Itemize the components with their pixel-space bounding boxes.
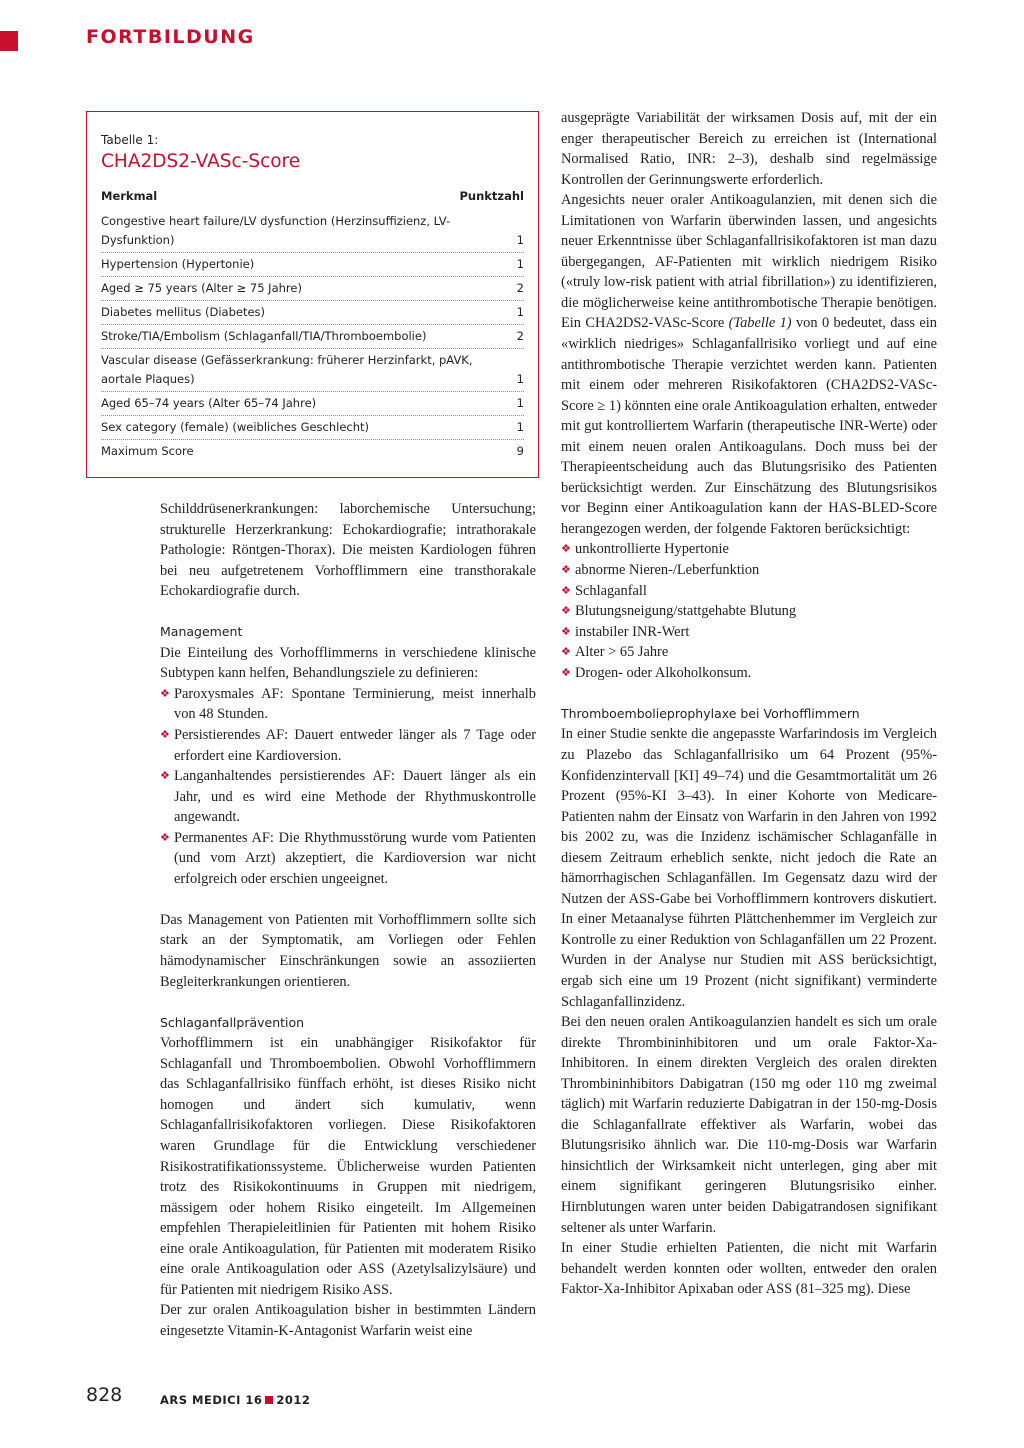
management-item-text: Langanhaltendes persistierendes AF: Dauert länger als ein Jahr, und es wird eine Methode der Rhythmuskontrolle angewandt. (174, 768, 536, 826)
bullet-diamond-icon: ❖ (160, 770, 170, 783)
journal-footer (160, 1393, 310, 1407)
hasbled-item (561, 622, 937, 643)
hasbled-item (561, 642, 937, 663)
row-criterion: Maximum Score (101, 444, 194, 458)
row-criterion: Stroke/TIA/Embolism (Schlaganfall/TIA/Thromboembolie) (101, 329, 427, 343)
row-points: 9 (516, 444, 524, 458)
hasbled-item-text: instabiler INR-Wert (575, 623, 690, 640)
table-row (101, 439, 524, 463)
management-item-text: Persistierendes AF: Dauert entweder länger als 7 Tage oder erfordert eine Kardioversion. (174, 727, 536, 764)
management-paragraph-2: Das Management von Patienten mit Vorhofflimmern sollte sich stark an der Symptomatik, am Vorliegen oder Fehlen hämodynamischer Einschränkungen sowie an assoziierten Begleiterkrankungen orientieren. (160, 911, 536, 990)
table-row (101, 348, 524, 391)
hasbled-item-text: Blutungsneigung/stattgehabte Blutung (575, 603, 797, 620)
table-row (101, 300, 524, 324)
management-item-text: Paroxysmales AF: Spontane Terminierung, meist innerhalb von 48 Stunden. (174, 685, 536, 723)
bullet-diamond-icon: ❖ (160, 729, 170, 742)
row-points: 1 (516, 257, 524, 271)
row-points: 1 (516, 396, 524, 410)
management-list (160, 684, 536, 889)
management-paragraph: Die Einteilung des Vorhofflimmerns in verschiedene klinische Subtypen kann helfen, Behandlungsziele zu definieren: (160, 644, 536, 682)
bullet-diamond-icon: ❖ (160, 831, 170, 844)
bullet-diamond-icon: ❖ (561, 564, 571, 577)
bullet-diamond-icon: ❖ (561, 543, 571, 556)
table-row (101, 210, 524, 252)
hasbled-item (561, 601, 937, 622)
table-row (101, 415, 524, 439)
row-points: 2 (516, 329, 524, 343)
intro-paragraph: Schilddrüsenerkrankungen: laborchemische Untersuchung; strukturelle Herzerkrankung: Echokardiografie; intrathorakale Pathologie: Röntgen-Thorax). Die meisten Kardiologen führen bei neu aufgetretenem Vorhofflimmern eine transthorakale Echokardiografie durch. (160, 501, 536, 600)
row-points: 2 (516, 281, 524, 295)
table-row (101, 391, 524, 415)
row-points: 1 (516, 305, 524, 319)
hasbled-item (561, 539, 937, 560)
journal-name: ARS MEDICI 16 (160, 1393, 263, 1407)
bullet-diamond-icon: ❖ (561, 584, 571, 597)
management-item (160, 766, 536, 828)
management-item (160, 684, 536, 725)
hasbled-item-text: Alter > 65 Jahre (575, 644, 669, 661)
table-reference: (Tabelle 1) (728, 315, 792, 332)
table-row (101, 324, 524, 348)
right-column (561, 108, 937, 1300)
hasbled-list (561, 539, 937, 683)
hasbled-item-text: abnorme Nieren-/Leberfunktion (575, 562, 760, 579)
row-criterion: Vascular disease (Gefässerkrankung: früherer Herzinfarkt, pAVK, aortale Plaques) (101, 353, 473, 386)
management-item (160, 828, 536, 890)
journal-year: 2012 (276, 1393, 311, 1407)
row-points: 1 (516, 372, 524, 386)
header-points: Punktzahl (459, 189, 524, 203)
score-table (86, 111, 539, 478)
thrombo-paragraph-2: Bei den neuen oralen Antikoagulanzien handelt es sich um orale direkte Thrombininhibitoren und um orale Faktor-Xa-Inhibitoren. In einem direkten Vergleich des oralen direkten Thrombininhibitors Dabigatran (150 mg oder 110 mg zweimal täglich) mit Warfarin reduzierte Dabigatran in der 150-mg-Dosis die Schlaganfallrate effektiver als Warfarin, wobei das Blutungsrisiko ähnlich war. Die 110-mg-Dosis war Warfarin hinsichtlich der Wirksamkeit nicht unterlegen, ging aber mit einem signifikant geringeren Blutungsrisiko einher. Hirnblutungen waren unter beiden Dabigatrandosen signifikant seltener als unter Warfarin. (561, 1014, 937, 1236)
table-row (101, 276, 524, 300)
row-criterion: Aged ≥ 75 years (Alter ≥ 75 Jahre) (101, 281, 302, 295)
bullet-diamond-icon: ❖ (561, 646, 571, 659)
bullet-diamond-icon: ❖ (561, 605, 571, 618)
risk-paragraph (561, 190, 937, 539)
table-label: Tabelle 1: (101, 133, 159, 147)
bullet-diamond-icon: ❖ (561, 666, 571, 679)
row-criterion: Sex category (female) (weibliches Geschlecht) (101, 420, 370, 434)
management-item-text: Permanentes AF: Die Rhythmusstörung wurde vom Patienten (und vom Arzt) akzeptiert, die Kardioversion war nicht erfolgreich oder erschien ungeeignet. (174, 829, 536, 887)
footer-square-icon (265, 1396, 273, 1404)
table-title: CHA2DS2-VASc-Score (101, 151, 301, 172)
hasbled-item-text: unkontrollierte Hypertonie (575, 541, 729, 558)
bullet-diamond-icon: ❖ (561, 625, 571, 638)
risk-text-a: Angesichts neuer oraler Antikoagulanzien, mit denen sich die Limitationen von Warfarin überwinden lassen, und angesichts neuer Erkenntnisse über Schlaganfallrisikofaktoren ist man dazu übergegangen, AF-Patienten mit wirklich niedrigem Risiko («truly low-risk patient with atrial fibrillation») zu identifizieren, die möglicherweise keine antithrombotische Therapie benötigen. Ein CHA2DS2-VASc-Score (561, 192, 937, 332)
header-criterion: Merkmal (101, 189, 158, 203)
thrombo-paragraph-3: In einer Studie erhielten Patienten, die nicht mit Warfarin behandelt werden konnten oder wollten, entweder den oralen Faktor-Xa-Inhibitor Apixaban oder ASS (81–325 mg). Diese (561, 1240, 937, 1298)
row-criterion: Aged 65–74 years (Alter 65–74 Jahre) (101, 396, 317, 410)
row-criterion: Diabetes mellitus (Diabetes) (101, 305, 266, 319)
hasbled-item (561, 663, 937, 684)
page-number: 828 (86, 1384, 123, 1406)
hasbled-item (561, 581, 937, 602)
hasbled-item (561, 560, 937, 581)
hasbled-item-text: Drogen- oder Alkoholkonsum. (575, 664, 752, 681)
risk-text-b: von 0 bedeutet, dass ein «wirklich niedriges» Schlaganfallrisiko vorliegt und auf eine antithrombotische Therapie verzichtet werden kann. Patienten mit einem oder mehreren Risikofaktoren (CHA2DS2-VASc-Score ≥ 1) könnten eine orale Antikoagulation erhalten, entweder mit gut kontrolliertem Warfarin (therapeutische INR-Werte) oder mit einem neuen oralen Antikoagulans. Doch muss bei der Therapieentscheidung auch das Blutungsrisiko des Patienten berücksichtigt werden. Zur Einschätzung des Blutungsrisikos vor Beginn einer Antikoagulation kann der HAS-BLED-Score herangezogen werden, der folgende Faktoren berücksichtigt: (561, 315, 937, 537)
table-body (101, 210, 524, 463)
section-title: FORTBILDUNG (86, 26, 255, 48)
row-criterion: Congestive heart failure/LV dysfunction (Herzinsuffizienz, LV-Dysfunktion) (101, 214, 451, 247)
table-header (101, 188, 524, 210)
thrombo-paragraph-1: In einer Studie senkte die angepasste Warfarindosis im Vergleich zu Plazebo das Schlaganfallrisiko um 64 Prozent (95%-Konfidenzintervall [KI] 49–74) und die Gesamtmortalität um 26 Prozent (95%-KI 3–43). In einer Kohorte von Medicare-Patienten nahm der Einsatz von Warfarin in den Jahren von 1992 bis 2002 zu, was die Inzidenz ischämischer Schlaganfälle in diesem Zeitraum erheblich senkte, nicht jedoch die Rate an hämorrhagischen Schlaganfällen. Im Gegensatz dazu wird der Nutzen der ASS-Gabe bei Vorhofflimmern kontrovers diskutiert. In einer Metaanalyse führten Plättchenhemmer im Vergleich zur Kontrolle zu einer Reduktion von Schlaganfällen um 22 Prozent. Wurden in der Analyse nur Studien mit ASS berücksichtigt, ergab sich eine um 19 Prozent (nicht signifikant) verminderte Schlaganfallinzidenz. (561, 726, 937, 1010)
heading-stroke-prevention: Schlaganfallprävention (160, 1014, 305, 1030)
row-points: 1 (516, 420, 524, 434)
left-column (160, 499, 536, 1341)
row-criterion: Hypertension (Hypertonie) (101, 257, 255, 271)
table-row (101, 252, 524, 276)
row-points: 1 (516, 233, 524, 247)
bullet-diamond-icon: ❖ (160, 687, 170, 700)
warfarin-paragraph: ausgeprägte Variabilität der wirksamen Dosis auf, mit der ein enger therapeutischer Bereich zu erreichen ist (International Normalised Ratio, INR: 2–3), deshalb sind regelmässige Kontrollen der Gerinnungswerte erforderlich. (561, 110, 937, 188)
stroke-paragraph-2: Der zur oralen Antikoagulation bisher in bestimmten Ländern eingesetzte Vitamin-K-Antagonist Warfarin weist eine (160, 1302, 536, 1339)
stroke-paragraph-1: Vorhofflimmern ist ein unabhängiger Risikofaktor für Schlaganfall und Thromboembolien. Obwohl Vorhofflimmern das Schlaganfallrisiko fünffach erhöht, ist dieses Risiko nicht homogen und ändert sich kumulativ, wenn Schlaganfallrisikofaktoren vorliegen. Diese Risikofaktoren waren Grundlage für die Entwicklung verschiedener Risikostratifikationssysteme. Üblicherweise wurden Patienten trotz des Risikokontinuums in Gruppen mit niedrigem, mässigem oder hohem Risiko eingeteilt. Im Allgemeinen empfehlen Therapieleitlinien für Patienten mit hohem Risiko eine orale Antikoagulation, für Patienten mit moderatem Risiko eine orale Antikoagulation oder ASS (Azetylsalizylsäure) und für Patienten mit niedrigem Risiko ASS. (160, 1035, 536, 1298)
hasbled-item-text: Schlaganfall (575, 582, 647, 599)
section-color-mark (0, 31, 18, 51)
heading-thromboembolism: Thromboembolieprophylaxe bei Vorhofflimmern (561, 705, 860, 721)
management-item (160, 725, 536, 766)
heading-management: Management (160, 624, 243, 640)
